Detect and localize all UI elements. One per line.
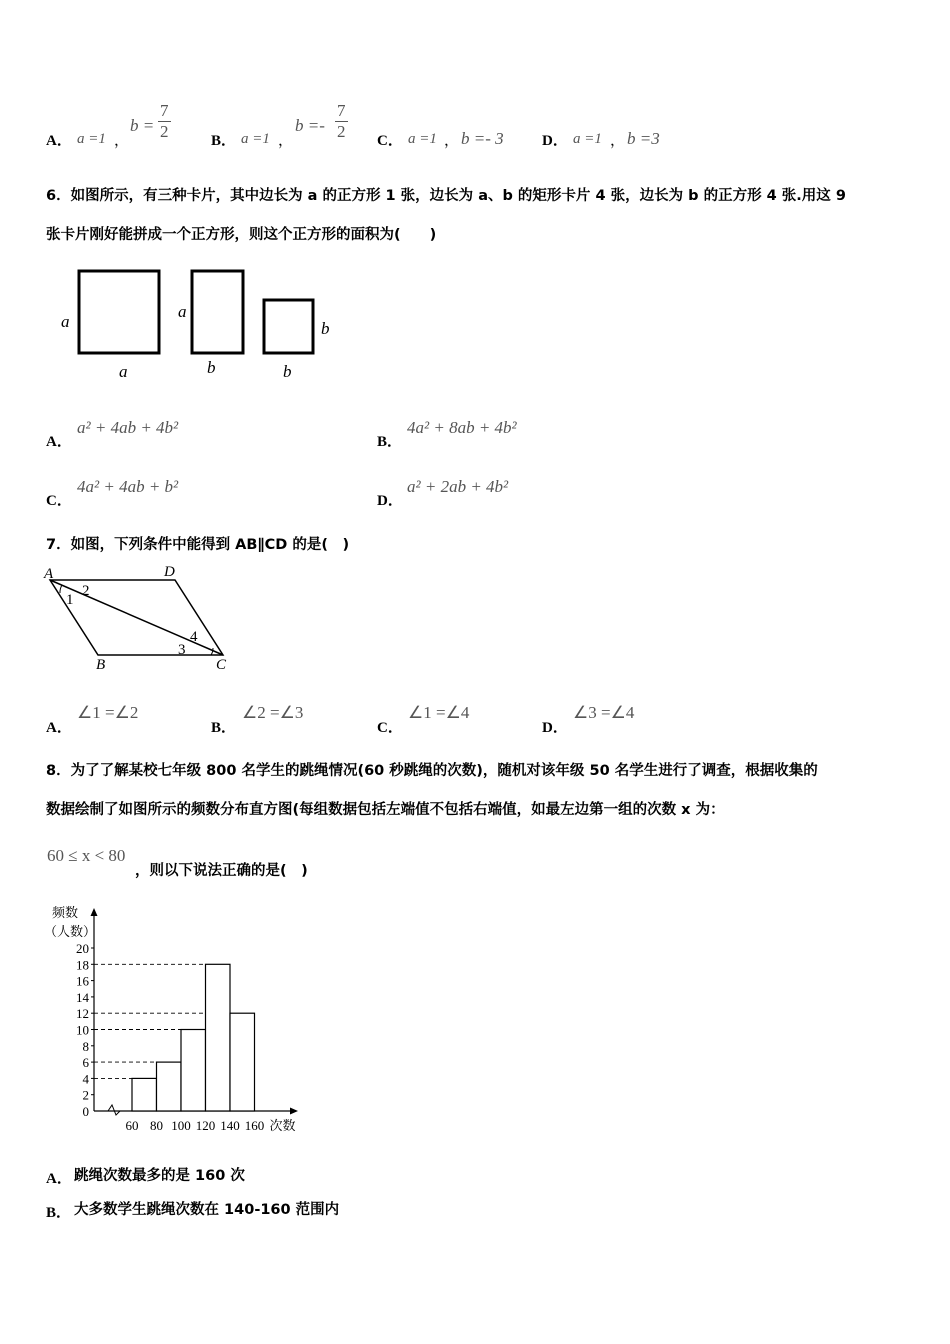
q7-point-a: A: [44, 566, 54, 582]
q7-angle-3: 3: [178, 642, 186, 658]
q7-parallelogram-figure: [40, 560, 240, 675]
q5-option-a-frac-den: 2: [160, 122, 169, 141]
q8-inequality: 60 ≤ x < 80: [47, 846, 126, 865]
q6-option-a-expr: a² + 4ab + 4b²: [77, 418, 179, 437]
q6-option-d-label: D．: [377, 493, 403, 509]
q5-option-a-frac-num: 7: [160, 101, 169, 120]
q8-text-line3: ，则以下说法正确的是( ): [135, 863, 308, 879]
hist-y-tick-label: 20: [76, 941, 89, 956]
hist-axis-break: [108, 1105, 120, 1115]
card-square-a: [79, 271, 159, 353]
q5-option-c-label: C．: [377, 133, 403, 149]
q5-option-b-label: B．: [211, 133, 237, 149]
hist-y-tick-label: 16: [76, 973, 89, 989]
hist-x-tick-label: 140: [220, 1118, 240, 1133]
hist-x-arrow: [290, 1108, 298, 1115]
q7-angle-4: 4: [190, 629, 198, 645]
q6-option-c-expr: 4a² + 4ab + b²: [77, 477, 179, 496]
hist-y-tick-label: 0: [82, 1104, 89, 1119]
q5-option-d-sep: ，: [610, 131, 626, 149]
q7-option-c-label: C．: [377, 720, 403, 736]
q6-label-b-bottom: b: [283, 362, 292, 381]
hist-bar-100-120: [181, 1030, 206, 1112]
q5-option-b-a: a =1: [241, 131, 270, 147]
q8-option-a-label: A．: [46, 1171, 72, 1187]
q5-option-b-frac-num: 7: [337, 101, 346, 120]
q6-label-a-left: a: [61, 312, 70, 331]
hist-ylabel-1: 频数: [52, 905, 79, 920]
hist-x-tick-label: 120: [195, 1118, 216, 1133]
q7-option-a-label: A．: [46, 720, 72, 736]
q5-option-a-fraction: [158, 101, 171, 142]
hist-y-tick-label: 4: [82, 1071, 89, 1087]
hist-x-tick-label: 100: [171, 1118, 191, 1133]
hist-ylabel-2: （人数）: [44, 924, 97, 939]
q6-label-b-right: b: [321, 319, 330, 338]
hist-y-tick-label: 6: [82, 1055, 89, 1071]
angle-arc-a: [60, 585, 62, 593]
q5-option-a-sep: ，: [114, 131, 130, 149]
q5-option-a-label: A．: [46, 133, 72, 149]
q6-label-rect-left: a: [178, 302, 187, 321]
hist-y-arrow: [91, 908, 98, 916]
q7-option-a-expr: ∠1 =∠2: [77, 703, 139, 722]
hist-y-tick-label: 8: [82, 1038, 89, 1054]
q5-option-b-b: b =-: [295, 116, 325, 135]
q6-option-b-label: B．: [377, 434, 403, 450]
q7-option-d-label: D．: [542, 720, 568, 736]
angle-arc-c: [211, 648, 213, 655]
q5-option-d-label: D．: [542, 133, 568, 149]
hist-x-tick-label: 80: [150, 1118, 163, 1133]
card-rect-ab: [192, 271, 243, 353]
hist-bar-80-100: [157, 1062, 182, 1111]
q7-point-b: B: [96, 657, 106, 673]
q7-option-b-expr: ∠2 =∠3: [242, 703, 304, 722]
q6-label-rect-bottom: b: [207, 358, 216, 377]
hist-x-tick-label: 160: [244, 1118, 265, 1133]
q5-option-b-sep: ，: [278, 131, 294, 149]
hist-bar-140-160: [230, 1013, 255, 1111]
hist-y-tick-label: 10: [76, 1022, 89, 1038]
q6-option-a-label: A．: [46, 434, 72, 450]
hist-y-tick-label: 12: [76, 1006, 89, 1022]
q6-option-c-label: C．: [46, 493, 72, 509]
q8-text-line2: 数据绘制了如图所示的频数分布直方图(每组数据包括左端值不包括右端值，如最左边第一组的次数 x 为：: [46, 802, 725, 818]
q8-option-a-text: 跳绳次数最多的是 160 次: [74, 1168, 245, 1184]
q5-option-b-frac-den: 2: [337, 122, 346, 141]
hist-y-tick-label: 14: [76, 989, 89, 1005]
hist-y-tick-label: 2: [82, 1087, 89, 1103]
q6-text-line1: 6．如图所示，有三种卡片，其中边长为 a 的正方形 1 张，边长为 a、b 的矩形卡片 4 张，边长为 b 的正方形 4 张.用这 9: [46, 188, 846, 204]
q7-point-c: C: [216, 657, 227, 673]
hist-bar-60-80: [132, 1078, 157, 1111]
hist-x-tick-label: 60: [125, 1118, 139, 1133]
q5-option-d-a: a =1: [573, 131, 602, 147]
q5-option-d-b: b =3: [627, 129, 660, 148]
q8-option-b-text: 大多数学生跳绳次数在 140-160 范围内: [74, 1202, 340, 1218]
q8-option-b-label: B．: [46, 1205, 72, 1221]
q5-option-b-fraction: [335, 101, 348, 142]
q5-option-c-b: b =- 3: [461, 129, 504, 148]
q7-angle-1: 1: [66, 592, 74, 608]
q7-option-d-expr: ∠3 =∠4: [573, 703, 635, 722]
q6-cards-figure: [55, 262, 355, 387]
q8-text-line1: 8．为了了解某校七年级 800 名学生的跳绳情况(60 秒跳绳的次数)，随机对该年级 50 名学生进行了调查，根据收集的: [46, 763, 818, 779]
q5-option-a-b: b =: [130, 116, 155, 135]
q6-text-line2: 张卡片刚好能拼成一个正方形，则这个正方形的面积为( ): [46, 227, 437, 243]
q7-text: 7．如图，下列条件中能得到 AB∥CD 的是( ): [46, 537, 350, 553]
q7-option-c-expr: ∠1 =∠4: [408, 703, 470, 722]
card-square-b: [264, 300, 313, 353]
q6-label-a-bottom: a: [119, 362, 128, 381]
q5-option-a-a: a =1: [77, 131, 106, 147]
q7-point-d: D: [164, 564, 175, 580]
hist-x-axis-label: 次数: [269, 1118, 296, 1133]
q6-option-b-expr: 4a² + 8ab + 4b²: [407, 418, 517, 437]
q6-option-d-expr: a² + 2ab + 4b²: [407, 477, 509, 496]
q8-histogram: [40, 900, 310, 1140]
q7-angle-2: 2: [82, 583, 90, 599]
q5-option-c-a: a =1: [408, 131, 437, 147]
hist-y-tick-label: 18: [76, 957, 89, 973]
hist-bar-120-140: [206, 964, 231, 1111]
q7-option-b-label: B．: [211, 720, 237, 736]
q5-option-c-sep: ，: [444, 131, 460, 149]
